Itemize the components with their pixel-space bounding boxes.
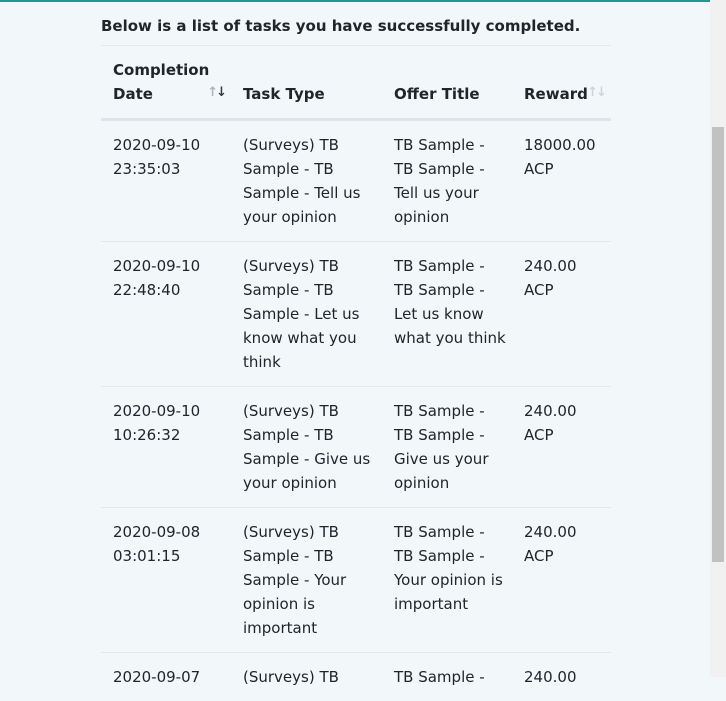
cell-reward-unit: ACP	[524, 160, 554, 178]
cell-time: 10:26:32	[113, 426, 180, 444]
cell-time: 03:01:15	[113, 547, 180, 565]
cell-date: 2020-09-10	[113, 257, 200, 275]
column-header-offer-title	[382, 46, 512, 120]
completed-tasks-intro: Below is a list of tasks you have successfully completed.	[101, 15, 580, 37]
column-header-reward[interactable]	[512, 46, 611, 120]
cell-completion-date	[101, 508, 231, 653]
cell-reward-unit: ACP	[524, 426, 554, 444]
vertical-scrollbar[interactable]	[710, 0, 726, 677]
cell-time: 22:48:40	[113, 281, 180, 299]
completed-tasks-table	[101, 45, 611, 701]
cell-date: 2020-09-08	[113, 523, 200, 541]
cell-reward	[512, 120, 611, 242]
cell-task-type: (Surveys) TB Sample - TB Sample - Your opinion is important	[231, 508, 382, 653]
cell-offer-title: TB Sample - TB Sample - Your opinion is important	[382, 508, 512, 653]
table-row	[101, 387, 611, 508]
column-header-reward-label: Reward	[524, 85, 588, 103]
completed-tasks-table-container	[101, 45, 611, 701]
column-header-completion-label-line2: Date	[113, 85, 153, 103]
table-row	[101, 242, 611, 387]
cell-task-type: (Surveys) TB Sample - TB Sample - Tell us your opinion	[231, 120, 382, 242]
table-header-row	[101, 46, 611, 120]
table-row	[101, 120, 611, 242]
column-header-task-type	[231, 46, 382, 120]
cell-reward-amount: 18000.00	[524, 136, 596, 154]
table-row	[101, 508, 611, 653]
cell-reward-amount: 240.00	[524, 402, 577, 420]
column-header-completion-date[interactable]	[101, 46, 231, 120]
cell-completion-date	[101, 387, 231, 508]
sort-descending-icon[interactable]: ↑↓	[207, 86, 225, 100]
cell-reward	[512, 387, 611, 508]
column-header-completion-label-line1: Completion	[113, 61, 209, 79]
cell-date: 2020-09-07	[113, 668, 200, 686]
sort-both-icon[interactable]: ↑↓	[587, 86, 605, 100]
scrollbar-thumb[interactable]	[712, 127, 724, 562]
cell-offer-title: TB Sample -	[382, 653, 512, 701]
cell-reward	[512, 508, 611, 653]
cell-time: 23:35:03	[113, 160, 180, 178]
cell-task-type: (Surveys) TB	[231, 653, 382, 701]
cell-reward-unit: ACP	[524, 547, 554, 565]
cell-offer-title: TB Sample - TB Sample - Tell us your opinion	[382, 120, 512, 242]
cell-reward-amount: 240.00	[524, 668, 577, 686]
cell-reward-amount: 240.00	[524, 257, 577, 275]
cell-reward	[512, 242, 611, 387]
cell-date: 2020-09-10	[113, 136, 200, 154]
cell-offer-title: TB Sample - TB Sample - Give us your opinion	[382, 387, 512, 508]
cell-task-type: (Surveys) TB Sample - TB Sample - Give us your opinion	[231, 387, 382, 508]
cell-reward-unit: ACP	[524, 281, 554, 299]
cell-date: 2020-09-10	[113, 402, 200, 420]
cell-completion-date	[101, 120, 231, 242]
cell-completion-date	[101, 242, 231, 387]
cell-task-type: (Surveys) TB Sample - TB Sample - Let us know what you think	[231, 242, 382, 387]
top-accent-bar	[0, 0, 726, 2]
column-header-task-type-label: Task Type	[243, 85, 325, 103]
column-header-offer-title-label: Offer Title	[394, 85, 480, 103]
cell-offer-title: TB Sample - TB Sample - Let us know what you think	[382, 242, 512, 387]
cell-reward-amount: 240.00	[524, 523, 577, 541]
